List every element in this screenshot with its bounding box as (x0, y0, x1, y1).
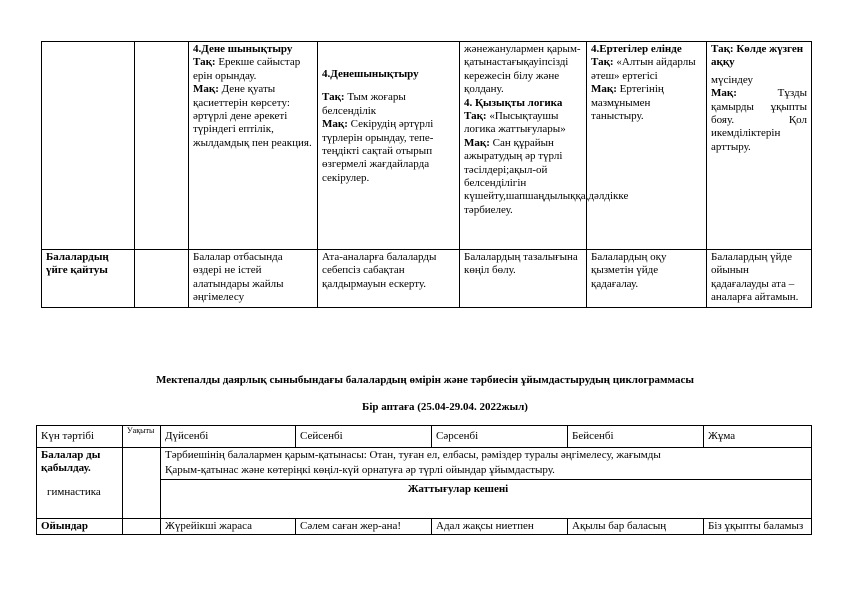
task-text: Ерекше сайыстар ерін орындау. (193, 56, 301, 82)
header-day-schedule: Күн тәртібі (37, 426, 123, 448)
home-tuesday-cell: Ата-аналарға балаларды себепсіз сабақтан қалдырмауын ескерту. (318, 250, 460, 308)
games-friday: Біз ұқыпты баламыз (704, 519, 812, 535)
reception-label-cell (37, 448, 123, 519)
activity-heading: 4.Дене шынықтыру (193, 43, 293, 55)
reception-line-2: Қарым-қатынас және көтеріңкі көңіл-күй орнатуға әр түрлі ойындар ұйымдастыру. (161, 463, 811, 479)
activities-time-cell (135, 42, 189, 250)
games-wednesday: Адал жақсы ниетпен (432, 519, 568, 535)
games-tuesday: Сәлем саған жер-ана! (296, 519, 432, 535)
games-monday: Жүрейікші жараса (161, 519, 296, 535)
activity-pre-text: жәнежанулармен қарым-қатынастағықауіпсізді кережесін білу және қолдану. (464, 43, 581, 96)
page-title: Мектепалды даярлық сыныбындағы балалардың өмірін және тәрбиесін ұйымдастырудың циклограммасы (156, 374, 694, 386)
activities-label-cell (42, 42, 135, 250)
reception-content-cell (161, 448, 812, 519)
reception-label: Балалар ды қабылдау. (41, 449, 101, 475)
header-row (37, 426, 812, 448)
header-friday: Жұма (704, 426, 812, 448)
home-time-cell (135, 250, 189, 308)
activity-heading: Тақ: Көлде жүзген аққу (711, 43, 804, 69)
games-thursday: Ақылы бар баласың (568, 519, 704, 535)
goal-text: Ертегінің мазмұнымен таныстыру. (591, 83, 664, 123)
activities-row (42, 42, 812, 250)
activity-heading: 4.Ертегілер елінде (591, 43, 682, 55)
home-friday-cell: Балалардың үйде ойынын қадағалауды ата –аналарға айтамын. (707, 250, 812, 308)
home-monday-cell: Балалар отбасында өздері не істей алатындары жайлы әңгімелесу (189, 250, 318, 308)
goal-text: Сан құрайын ажыратудың әр түрлі тәсілдері;ақыл-ой белсенділігін күшейту,шапшаңдылыққа,дәлдікке тәрбиелеу. (464, 136, 629, 216)
reception-line-1: Тәрбиешінің балалармен қарым-қатынасы: Отан, туған ел, елбасы, рәміздер туралы әңгімелесу, жағымды (165, 449, 661, 461)
header-tuesday: Сейсенбі (296, 426, 432, 448)
activity-tuesday-cell (318, 42, 460, 250)
header-thursday: Бейсенбі (568, 426, 704, 448)
goal-label: Мақ: (591, 83, 617, 96)
activity-thursday-cell (587, 42, 707, 250)
goal-text: Дене қуаты қасиеттерін көрсету: әртүрлі дене әрекеті түріндегі ептілік, жылдамдық пен реакция. (193, 83, 312, 149)
goal-label: Мақ: (322, 118, 348, 131)
activity-monday-cell (189, 42, 318, 250)
home-label: Балалардың үйге қайтуы (42, 250, 135, 308)
activity-friday-cell (707, 42, 812, 250)
header-wednesday: Сәрсенбі (432, 426, 568, 448)
reception-time-cell (123, 448, 161, 519)
activity-heading: 4. Қызықты логика (464, 96, 563, 109)
exercises-heading: Жаттығулар кешені (407, 482, 509, 495)
task-text: Тым жоғары белсенділік (322, 91, 406, 117)
games-label: Ойындар (37, 519, 123, 535)
task-label: Тақ: (591, 56, 614, 69)
goal-label: Мақ: (464, 136, 490, 149)
week-subtitle: Бір аптаға (25.04-29.04. 2022жыл) (362, 401, 528, 413)
home-row (42, 250, 812, 308)
header-time: Уақыты (123, 426, 161, 448)
activity-sub-text: мүсіндеу (711, 73, 753, 86)
top-table (41, 41, 812, 308)
goal-text: Тұзды қамырды ұқыпты бояу. Қол икемділіктерін арттыру. (711, 87, 807, 153)
header-monday: Дүйсенбі (161, 426, 296, 448)
task-label: Тақ: (193, 56, 216, 69)
home-thursday-cell: Балалардың оқу қызметін үйде қадағалау. (587, 250, 707, 308)
task-text: «Пысықтаушы логика жаттығулары» (464, 110, 566, 136)
games-time-cell (123, 519, 161, 535)
task-label: Тақ: (322, 91, 345, 104)
schedule-table (36, 425, 812, 535)
reception-sub-label: гимнастика (47, 485, 101, 498)
games-row (37, 519, 812, 535)
goal-text: Секірудің әртүрлі түрлерін орындау, тепе-теңдікті сақтай отырып өзгермелі жағдайларда секірулер. (322, 118, 434, 184)
home-wednesday-cell: Балалардың тазалығына көңіл бөлу. (460, 250, 587, 308)
reception-row (37, 448, 812, 519)
activity-heading: 4.Денешынықтыру (322, 68, 419, 80)
task-text: «Алтын айдарлы әтеш» ертегісі (591, 56, 696, 82)
goal-label: Мақ: (193, 83, 219, 96)
goal-label: Мақ: (711, 87, 737, 100)
task-label: Тақ: (464, 110, 487, 123)
